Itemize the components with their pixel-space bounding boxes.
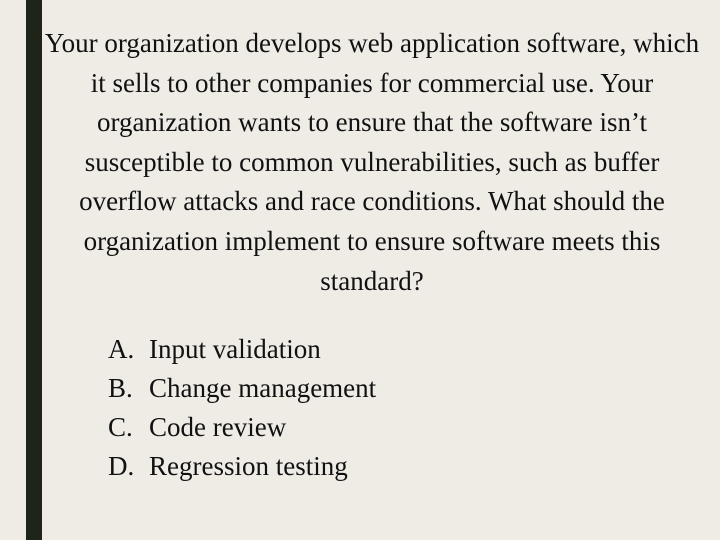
option-text: Input validation — [149, 334, 321, 364]
option-letter: B. — [108, 373, 133, 403]
option-letter: A. — [108, 334, 135, 364]
option-text: Change management — [149, 373, 377, 403]
answer-options — [108, 330, 376, 486]
option-letter: C. — [108, 412, 133, 442]
option-text: Regression testing — [149, 451, 348, 481]
answer-option — [108, 330, 376, 369]
option-text: Code review — [149, 412, 287, 442]
answer-option — [108, 408, 376, 447]
option-letter: D. — [108, 451, 135, 481]
answer-option — [108, 369, 376, 408]
question-text: Your organization develops web application software, which it sells to other companies for commercial use. Your organization wants to ensure that the software isn’t susceptible to common vulnerabilities, such as buffer overflow attacks and race conditions. What should the organization implement to ensure software meets this standard? — [44, 28, 700, 296]
answer-option — [108, 447, 376, 486]
accent-bar — [26, 0, 42, 540]
